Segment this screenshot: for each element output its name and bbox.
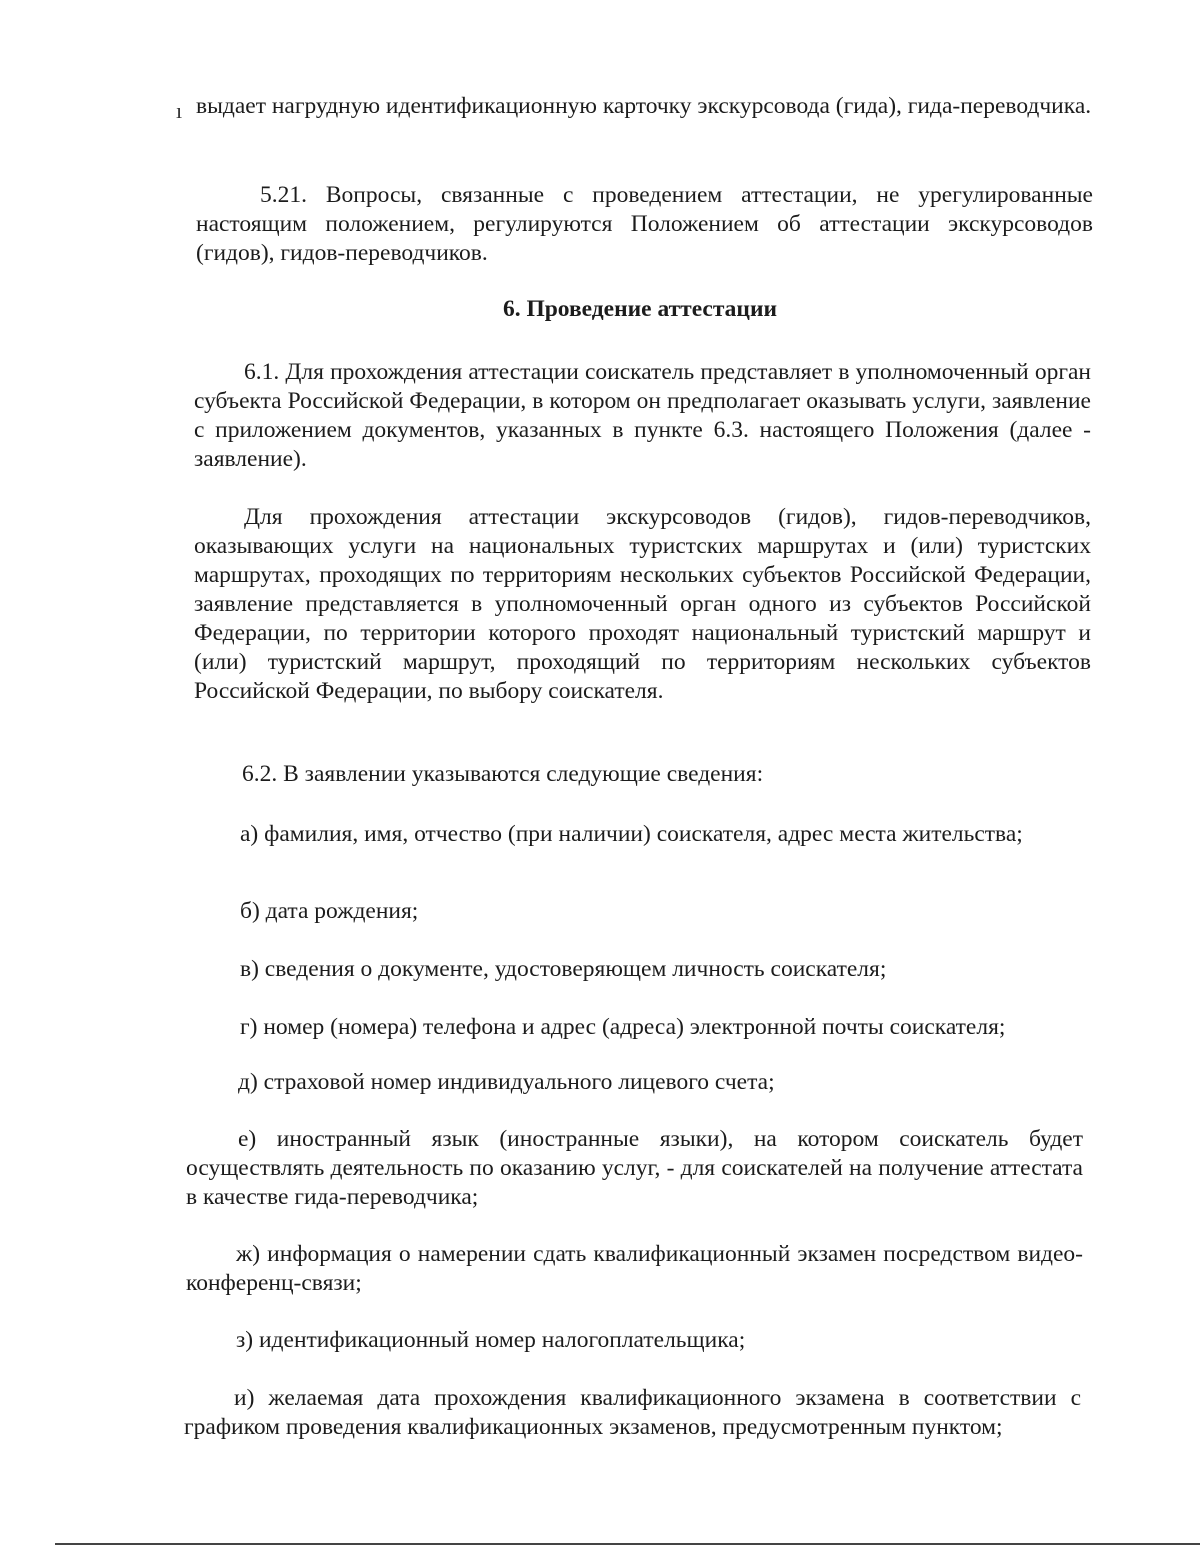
list-item-v: в) сведения о документе, удостоверяющем личность соискателя; <box>240 956 887 982</box>
list-item-b: б) дата рождения; <box>240 898 419 924</box>
page-bottom-rule <box>55 1543 1200 1545</box>
paragraph-5-21: 5.21. Вопросы, связанные с проведением аттестации, не урегулированные настоящим положением, регулируются Положением об аттестации экскурсоводов (гидов), гидов-переводчиков. <box>196 182 1093 266</box>
list-item-z: з) идентификационный номер налогоплательщика; <box>236 1327 746 1353</box>
paragraph-6-2: 6.2. В заявлении указываются следующие сведения: <box>242 761 764 787</box>
paragraph-6-1: 6.1. Для прохождения аттестации соискатель представляет в уполномоченный орган субъекта Российской Федерации, в котором он предполагает оказывать услуги, заявление с приложением документов, указанных в пункте 6.3. настоящего Положения (далее - заявление). <box>194 359 1091 472</box>
list-item-e: е) иностранный язык (иностранные языки), на котором соискатель будет осуществлять деятельность по оказанию услуг, - для соискателей на получение аттестата в качестве гида-переводчика; <box>186 1126 1083 1210</box>
stray-mark: ı <box>176 98 183 123</box>
list-item-d: д) страховой номер индивидуального лицевого счета; <box>238 1069 775 1095</box>
list-item-g: г) номер (номера) телефона и адрес (адреса) электронной почты соискателя; <box>240 1014 1006 1040</box>
list-item-i: и) желаемая дата прохождения квалификационного экзамена в соответствии с графиком проведения квалификационных экзаменов, предусмотренным пунктом; <box>184 1385 1081 1440</box>
section-6-heading: 6. Проведение аттестации <box>502 296 778 322</box>
list-item-zh: ж) информация о намерении сдать квалификационный экзамен посредством видео-конференц-связи; <box>186 1241 1083 1296</box>
paragraph-5-20-tail: выдает нагрудную идентификационную карточку экскурсовода (гида), гида-переводчика. <box>196 93 1092 119</box>
paragraph-6-1-b: Для прохождения аттестации экскурсоводов (гидов), гидов-переводчиков, оказывающих услуги на национальных туристских маршрутах и (или) туристских маршрутах, проходящих по территориям нескольких субъектов Российской Федерации, заявление представляется в уполномоченный орган одного из субъектов Российской Федерации, по территории которого проходят национальный туристский маршрут и (или) туристский маршрут, проходящий по территориям нескольких субъектов Российской Федерации, по выбору соискателя. <box>194 504 1091 704</box>
list-item-a: а) фамилия, имя, отчество (при наличии) соискателя, адрес места жительства; <box>240 821 1023 847</box>
